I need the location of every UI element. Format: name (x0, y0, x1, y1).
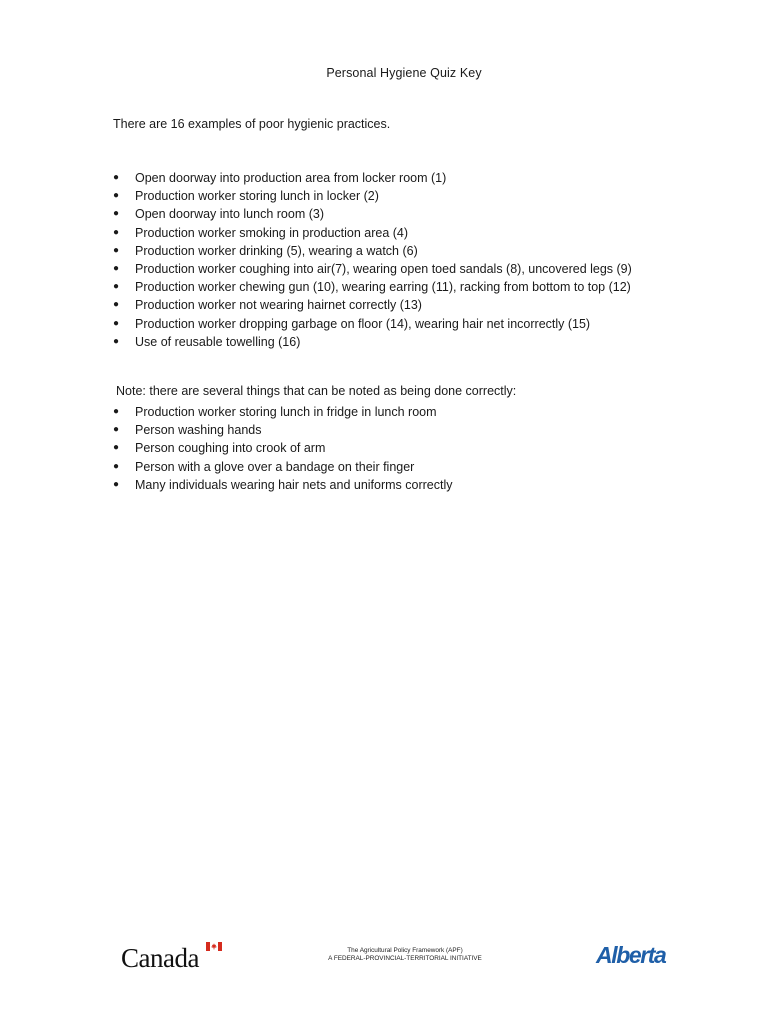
bullet-icon: ● (113, 244, 120, 256)
list-item (113, 333, 632, 351)
list-item (113, 169, 632, 187)
list-item (113, 187, 632, 205)
correct-practices-list (113, 403, 453, 494)
bullet-icon: ● (113, 406, 120, 417)
page-title: Personal Hygiene Quiz Key (326, 66, 482, 80)
list-item-text: Open doorway into lunch room (3) (135, 207, 324, 222)
list-item-text: Production worker coughing into air(7), wearing open toed sandals (8), uncovered legs (9) (135, 261, 632, 276)
poor-practices-list (113, 169, 632, 351)
list-item-text: Many individuals wearing hair nets and uniforms correctly (135, 477, 453, 492)
alberta-logo: Alberta (596, 942, 666, 968)
list-item-text: Production worker smoking in production area (4) (135, 225, 409, 240)
apf-block (300, 947, 510, 963)
bullet-icon: ● (113, 478, 120, 490)
list-item (113, 421, 453, 439)
canada-wordmark: Canada (121, 943, 199, 973)
list-item (113, 260, 632, 278)
list-item (113, 476, 453, 494)
bullet-icon: ● (113, 226, 120, 238)
canada-logo (121, 940, 223, 972)
bullet-icon: ● (113, 424, 120, 436)
list-item-text: Production worker not wearing hairnet correctly (13) (135, 298, 422, 313)
list-item-text: Production worker chewing gun (10), wearing earring (11), racking from bottom to top (12) (135, 280, 631, 295)
list-item-text: Production worker dropping garbage on floor (14), wearing hair net incorrectly (15) (135, 316, 591, 331)
footer (0, 930, 768, 980)
flag-icon (206, 942, 222, 951)
bullet-icon: ● (113, 299, 120, 311)
bullet-icon: ● (113, 442, 120, 454)
bullet-icon: ● (113, 317, 120, 329)
list-item (113, 439, 453, 457)
bullet-icon: ● (113, 262, 120, 274)
bullet-icon: ● (113, 172, 120, 183)
list-item-text: Person coughing into crook of arm (135, 441, 326, 456)
bullet-icon: ● (113, 460, 120, 472)
bullet-icon: ● (113, 190, 120, 202)
list-item-text: Production worker storing lunch in locker (2) (135, 189, 379, 204)
list-item (113, 458, 453, 476)
list-item (113, 278, 632, 296)
intro-text: There are 16 examples of poor hygienic practices. (113, 117, 391, 131)
bullet-icon: ● (113, 281, 120, 293)
list-item-text: Person washing hands (135, 423, 262, 438)
bullet-icon: ● (113, 335, 120, 347)
list-item-text: Production worker drinking (5), wearing a watch (6) (135, 243, 418, 258)
list-item-text: Open doorway into production area from locker room (1) (135, 171, 447, 185)
list-item-text: Use of reusable towelling (16) (135, 334, 301, 349)
list-item-text: Production worker storing lunch in fridge in lunch room (135, 405, 437, 419)
apf-line-2: A FEDERAL-PROVINCIAL-TERRITORIAL INITIATIVE (328, 955, 482, 962)
apf-line-1: The Agricultural Policy Framework (APF) (347, 947, 463, 954)
bullet-icon: ● (113, 208, 120, 220)
note-text: Note: there are several things that can be noted as being done correctly: (116, 384, 517, 398)
list-item (113, 224, 632, 242)
list-item (113, 205, 632, 223)
list-item (113, 296, 632, 314)
list-item (113, 315, 632, 333)
list-item-text: Person with a glove over a bandage on their finger (135, 459, 415, 474)
list-item (113, 403, 453, 421)
list-item (113, 242, 632, 260)
